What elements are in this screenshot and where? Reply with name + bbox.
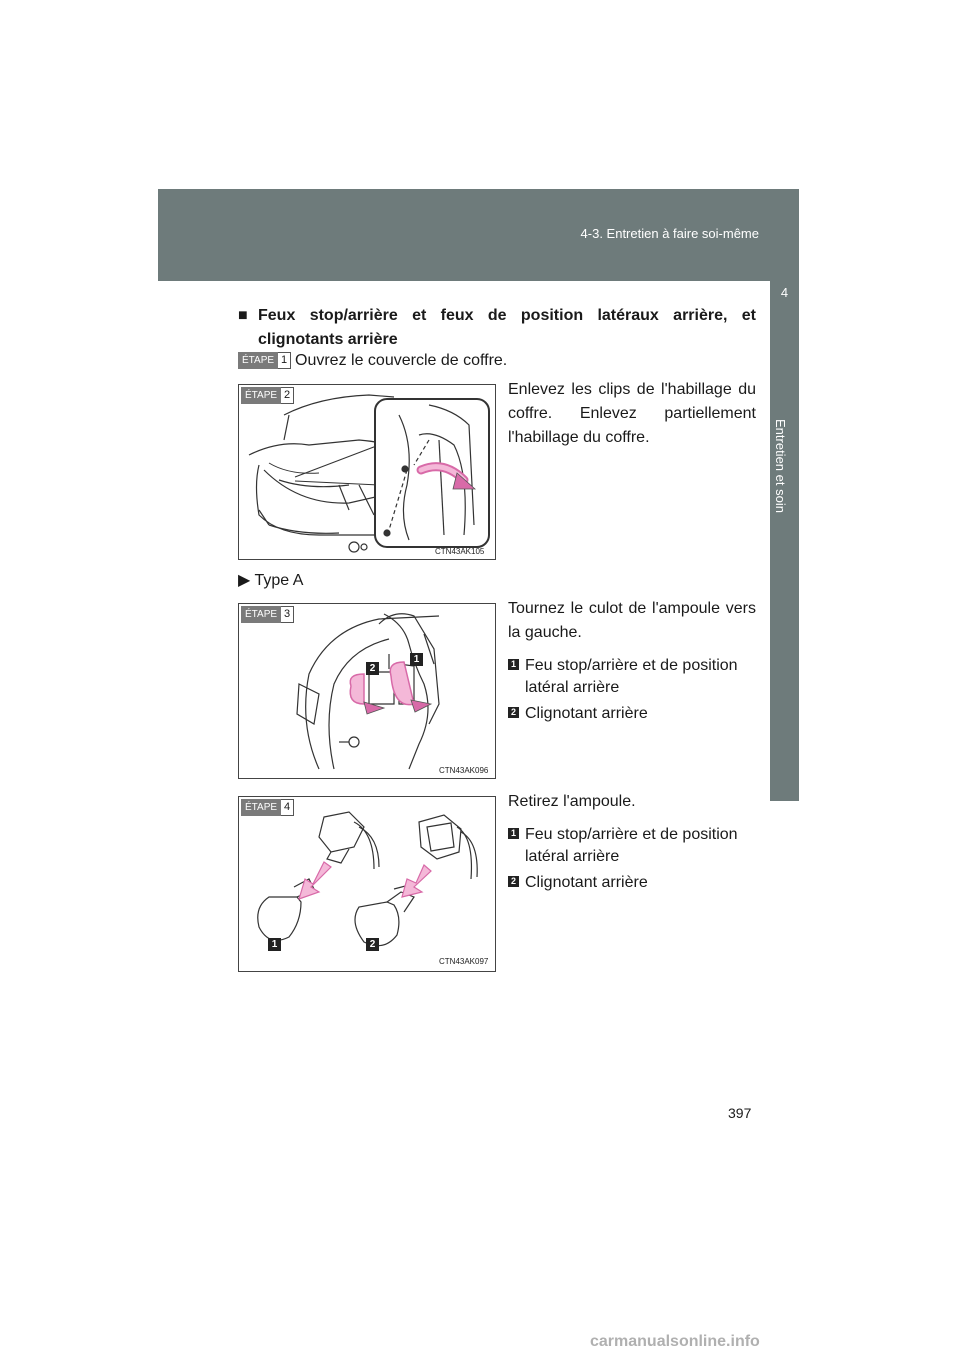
step-number: 4	[281, 799, 294, 816]
item-text: Clignotant arrière	[525, 874, 648, 891]
figure-code: CTN43AK097	[439, 957, 489, 966]
chapter-number: 4	[780, 285, 789, 300]
step-3-text: Tournez le culot de l'ampoule vers la gauche.	[508, 600, 756, 641]
item-text: Feu stop/arrière et de position latéral arrière	[525, 657, 738, 696]
step-3-label	[241, 606, 294, 623]
arrow-icon: ▶	[238, 572, 251, 589]
item-text: Clignotant arrière	[525, 705, 648, 722]
type-a-text: Type A	[254, 572, 304, 589]
step-number: 3	[281, 606, 294, 623]
step-4-label	[241, 799, 294, 816]
item-badge: 1	[508, 659, 519, 670]
step-4-text: Retirez l'ampoule.	[508, 793, 636, 810]
item-badge: 1	[508, 828, 519, 839]
step-2-figure	[238, 384, 496, 560]
step-4-figure	[238, 796, 496, 972]
item-text: Feu stop/arrière et de position latéral arrière	[525, 826, 738, 865]
page-number: 397	[728, 1105, 752, 1121]
step-number: 2	[281, 387, 294, 404]
callout-badge-2: 2	[366, 938, 379, 951]
watermark-text: carmanualsonline.info	[590, 1333, 760, 1350]
type-a-label	[238, 570, 303, 590]
step-word: ÉTAPE	[241, 799, 281, 816]
step-word: ÉTAPE	[238, 352, 278, 369]
chapter-tab	[770, 281, 799, 801]
step-2-text: Enlevez les clips de l'habillage du coffre. Enlevez partiellement l'habillage du coffre.	[508, 381, 756, 446]
step-3-figure	[238, 603, 496, 779]
figure-code: CTN43AK096	[439, 766, 489, 775]
callout-badge-1: 1	[268, 938, 281, 951]
chapter-label: Entretien et soin	[773, 419, 788, 513]
section-title: 4-3. Entretien à faire soi-même	[580, 226, 759, 241]
heading-bullet: ■	[238, 307, 248, 324]
step-1-text: Ouvrez le couvercle de coffre.	[295, 352, 508, 369]
callout-badge-1: 1	[410, 653, 423, 666]
step-1-label	[238, 352, 291, 369]
trunk-illustration	[239, 385, 495, 559]
header-band	[158, 189, 799, 281]
step-word: ÉTAPE	[241, 606, 281, 623]
step-word: ÉTAPE	[241, 387, 281, 404]
bulb-socket-illustration	[239, 604, 495, 778]
item-badge: 2	[508, 876, 519, 887]
step-number: 1	[278, 352, 291, 369]
heading-text: Feux stop/arrière et feux de position latéraux arrière, et clignotants arrière	[258, 307, 756, 348]
figure-code: CTN43AK105	[435, 547, 485, 556]
callout-badge-2: 2	[366, 662, 379, 675]
step-2-label	[241, 387, 294, 404]
item-badge: 2	[508, 707, 519, 718]
